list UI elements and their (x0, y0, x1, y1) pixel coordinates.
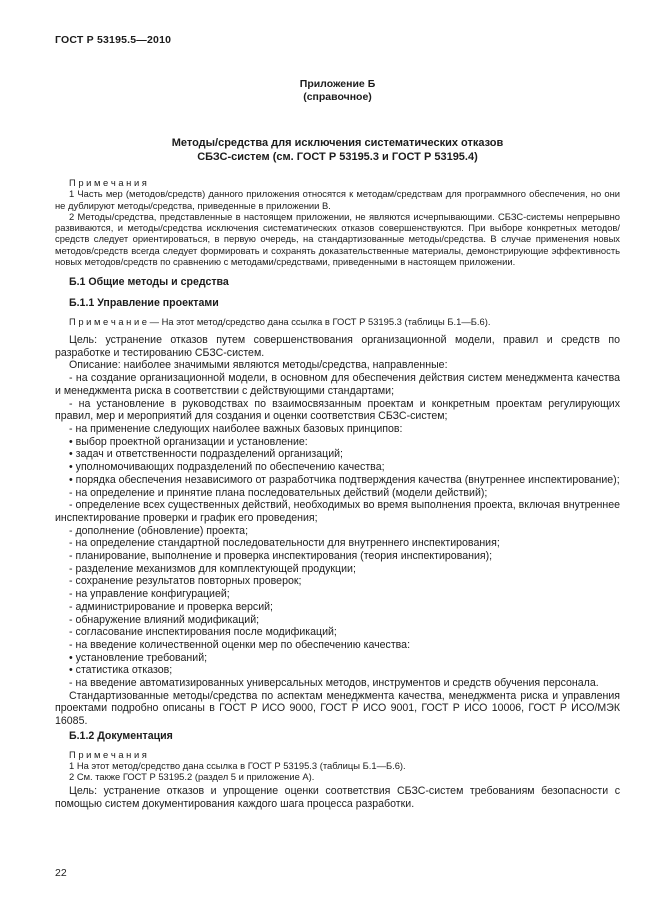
list-item: - на введение автоматизированных универсальных методов, инструментов и средств обучения персонала. (69, 677, 599, 690)
note-item: 2 Методы/средства, представленные в настоящем приложении, не являются исчерпывающими. СБЗС-системы непрерывно развиваются, и методы/средства исключения систематических отказов совершенствуются. При выборе конкретных методов/средств следует ориентироваться, в первую очередь, на стандартизованные методы/средства. В случае применения новых методов/средств всегда следует формировать и сохранять доказательственные материалы, демонстрирующие эффективность новых методов/средств по сравнению с методами/средствами, приведенными в настоящем приложении. (55, 210, 620, 268)
section-heading: Б.1.1 Управление проектами (69, 297, 219, 310)
paragraph: Описание: наиболее значимыми являются методы/средства, направленные: (69, 359, 448, 372)
paragraph: Стандартизованные методы/средства по аспектам менеджмента качества, менеджмента риска и управления проектами подробно описаны в ГОСТ Р ИСО 9000, ГОСТ Р ИСО 9001, ГОСТ Р ИСО 10006, ГОСТ Р ИСО/МЭК 16085. (55, 689, 620, 728)
bullet-item: • задач и ответственности подразделений организаций; (69, 448, 343, 461)
list-item: - на установление в руководствах по взаимосвязанным проектам и конкретным проектам регулирующих правил, мер и мероприятий для создания и оценки соответствия СБЗС-систем; (55, 397, 620, 423)
notes-heading: П р и м е ч а н и я (69, 748, 147, 760)
list-item: - на определение и принятие плана последовательных действий (модели действий); (69, 486, 488, 499)
bullet-item: • уполномочивающих подразделений по обеспечению качества; (69, 461, 385, 474)
list-item: - на введение количественной оценки мер по обеспечению качества: (69, 638, 411, 651)
list-item: - на создание организационной модели, в основном для обеспечения действия систем менеджмента качества и менеджмента риска в соответствии с действующими стандартами; (55, 372, 620, 397)
note-item: 1 На этот метод/средство дана ссылка в ГОСТ Р 53195.3 (таблицы Б.1—Б.6). (69, 759, 406, 771)
list-item: - определение всех существенных действий, необходимых во время выполнения проекта, включая внутреннее инспектирование проверки и график его проведения; (55, 499, 620, 524)
list-item: - на определение стандартной последовательности для внутреннего инспектирования; (69, 537, 500, 550)
title-line-2: СБЗС-систем (см. ГОСТ Р 53195.3 и ГОСТ Р 53195.4) (197, 150, 478, 163)
bullet-item: • статистика отказов; (69, 664, 173, 677)
list-item: - на управление конфигурацией; (69, 588, 230, 601)
bullet-item: • установление требований; (69, 651, 208, 664)
appendix-title (55, 137, 620, 164)
list-item: - согласование инспектирования после модификаций; (69, 626, 337, 639)
section-heading: Б.1 Общие методы и средства (69, 276, 229, 289)
bullet-item: • порядка обеспечения независимого от разработчика подтверждения качества (внутреннее инспектирование); (69, 473, 620, 486)
list-item: - сохранение результатов повторных проверок; (69, 575, 302, 588)
note-item: П р и м е ч а н и е — На этот метод/средство дана ссылка в ГОСТ Р 53195.3 (таблицы Б.1—Б.6). (69, 315, 491, 327)
list-item: - на применение следующих наиболее важных базовых принципов: (69, 423, 403, 435)
doc-number-header: ГОСТ Р 53195.5—2010 (55, 34, 172, 46)
paragraph: Цель: устранение отказов путем совершенствования организационной модели, правил и средств по разработке и тестированию СБЗС-систем. (55, 334, 620, 359)
title-line-1: Методы/средства для исключения систематических отказов (171, 137, 504, 149)
list-item: - дополнение (обновление) проекта; (69, 524, 249, 537)
list-item: - разделение механизмов для комплектующей продукции; (69, 562, 356, 575)
paragraph: Цель: устранение отказов и упрощение оценки соответствия СБЗС-систем требованиям безопасности с помощью систем документирования каждого шага процесса разработки. (55, 785, 620, 811)
list-item: - обнаружение влияний модификаций; (69, 613, 260, 626)
notes-heading: П р и м е ч а н и я (69, 177, 147, 188)
document-body (55, 177, 620, 811)
appendix-label: Приложение Б (299, 78, 376, 90)
list-item: - планирование, выполнение и проверка инспектирования (теория инспектирования); (69, 550, 493, 563)
bullet-item: • выбор проектной организации и установление: (69, 435, 308, 448)
appendix-block (55, 78, 620, 103)
page-number: 22 (55, 867, 67, 879)
note-item: 2 См. также ГОСТ Р 53195.2 (раздел 5 и приложение А). (69, 771, 315, 783)
list-item: - администрирование и проверка версий; (69, 600, 274, 613)
appendix-type: (справочное) (303, 90, 372, 103)
note-item: 1 Часть мер (методов/средств) данного приложения относятся к методам/средствам для программного обеспечения, но они не дублируют методы/средства, приведенные в приложении В. (55, 188, 620, 211)
section-heading: Б.1.2 Документация (69, 729, 173, 742)
